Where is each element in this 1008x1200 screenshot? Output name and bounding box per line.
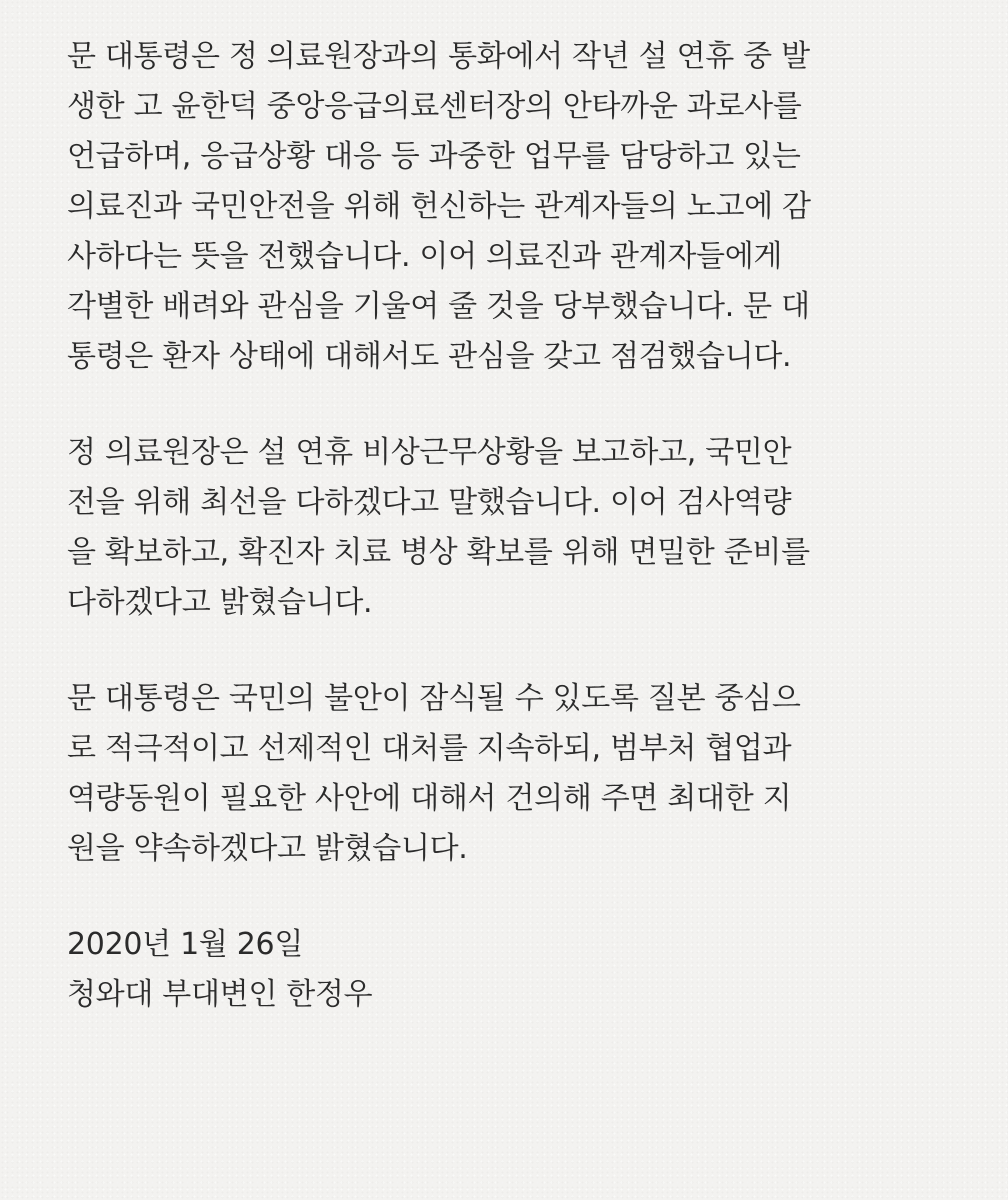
text-line: 을 확보하고, 확진자 치료 병상 확보를 위해 면밀한 준비를: [67, 535, 810, 570]
text-line: 정 의료원장은 설 연휴 비상근무상황을 보고하고, 국민안: [67, 435, 792, 470]
text-line: 문 대통령은 정 의료원장과의 통화에서 작년 설 연휴 중 발: [67, 39, 810, 74]
signature-block: [67, 920, 968, 1020]
text-line: 로 적극적이고 선제적인 대처를 지속하되, 범부처 협업과: [67, 731, 792, 766]
text-line: 언급하며, 응급상황 대응 등 과중한 업무를 담당하고 있는: [67, 139, 801, 174]
paragraph-1: [67, 32, 968, 382]
text-line: 역량동원이 필요한 사안에 대해서 건의해 주면 최대한 지: [67, 781, 792, 816]
paragraph-3: [67, 674, 968, 874]
text-line: 통령은 환자 상태에 대해서도 관심을 갖고 점검했습니다.: [67, 339, 792, 374]
text-line: 원을 약속하겠다고 밝혔습니다.: [67, 831, 468, 866]
text-line: 다하겠다고 밝혔습니다.: [67, 585, 373, 620]
paragraph-gap: [67, 382, 968, 428]
paragraph-2: [67, 428, 968, 628]
paragraph-gap: [67, 874, 968, 920]
signature-date: 2020년 1월 26일: [67, 927, 304, 962]
text-line: 문 대통령은 국민의 불안이 잠식될 수 있도록 질본 중심으: [67, 681, 801, 716]
text-line: 전을 위해 최선을 다하겠다고 말했습니다. 이어 검사역량: [67, 485, 792, 520]
text-line: 각별한 배려와 관심을 기울여 줄 것을 당부했습니다. 문 대: [67, 289, 810, 324]
text-line: 의료진과 국민안전을 위해 헌신하는 관계자들의 노고에 감: [67, 189, 811, 224]
text-line: 사하다는 뜻을 전했습니다. 이어 의료진과 관계자들에게: [67, 239, 783, 274]
signature-author: 청와대 부대변인 한정우: [67, 977, 373, 1012]
paragraph-gap: [67, 628, 968, 674]
text-line: 생한 고 윤한덕 중앙응급의료센터장의 안타까운 과로사를: [67, 89, 802, 124]
